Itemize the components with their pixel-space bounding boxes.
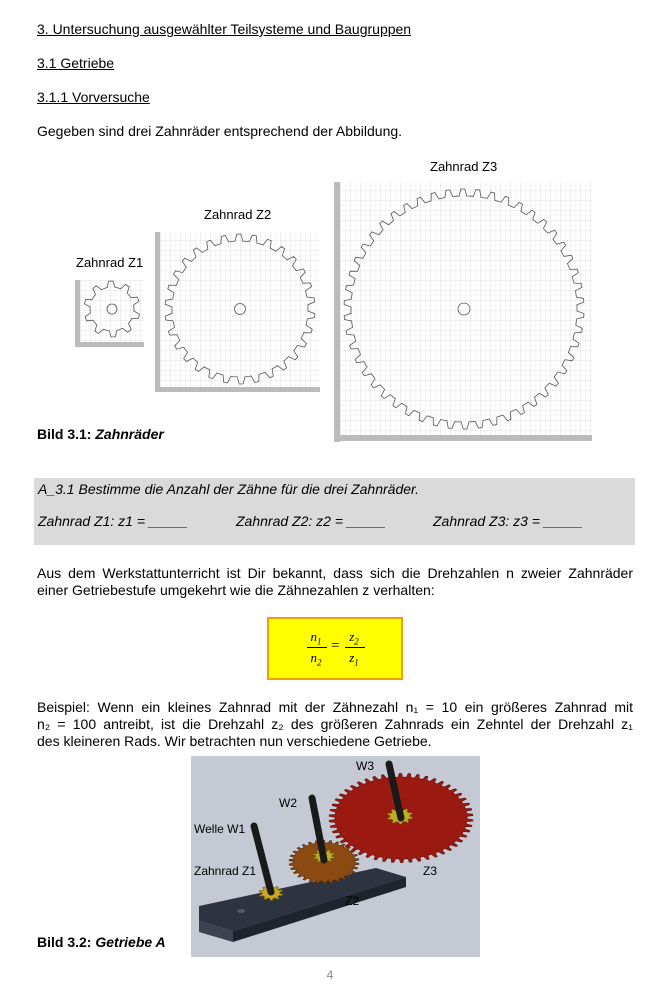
gearbox-figure bbox=[191, 756, 480, 957]
label-w3: W3 bbox=[356, 759, 374, 773]
gear-z2-panel bbox=[155, 232, 320, 392]
formula-n2: $n_2$ bbox=[310, 650, 322, 668]
task-field-z2: Zahnrad Z2: z2 = _____ bbox=[236, 513, 386, 529]
label-z2: Z2 bbox=[345, 894, 360, 908]
label-shaft-w1: Welle W1 bbox=[194, 822, 246, 836]
label-w2: W2 bbox=[279, 796, 297, 810]
gear-figure bbox=[0, 0, 671, 450]
gear-z3-panel bbox=[334, 182, 592, 442]
label-gear-z1: Zahnrad Z1 bbox=[194, 864, 257, 878]
paragraph-2-line-2: n₂ = 100 antreibt, ist die Drehzahl z₂ des größeren Zahnrads ein Zehntel der Drehzahl z₁ bbox=[37, 716, 633, 732]
gear-z2-label: Zahnrad Z2 bbox=[204, 207, 272, 222]
task-title: A_3.1 Bestimme die Anzahl der Zähne für die drei Zahnräder. bbox=[38, 481, 420, 497]
intro-text: Gegeben sind drei Zahnräder entsprechend der Abbildung. bbox=[37, 123, 403, 139]
formula-z2: $z_2$ bbox=[349, 629, 359, 647]
task-field-z3: Zahnrad Z3: z3 = _____ bbox=[433, 513, 583, 529]
section-heading: 3. Untersuchung ausgewählter Teilsysteme und Baugruppen bbox=[37, 21, 412, 37]
gear-z3-label: Zahnrad Z3 bbox=[430, 159, 498, 174]
gear-z1-panel bbox=[75, 280, 144, 347]
subsection-heading: 3.1 Getriebe bbox=[37, 55, 115, 71]
paragraph-2-line-1: Beispiel: Wenn ein kleines Zahnrad mit der Zähnezahl n₁ = 10 ein größeres Zahnrad mit bbox=[37, 699, 633, 715]
gear-z1-label: Zahnrad Z1 bbox=[76, 255, 144, 270]
formula-n1: $n_1$ bbox=[310, 629, 322, 647]
figure-3-2-caption: Bild 3.2: Getriebe A bbox=[37, 934, 166, 950]
label-z3: Z3 bbox=[423, 864, 438, 878]
page-number: 4 bbox=[326, 968, 334, 982]
figure-3-1-caption: Bild 3.1: Zahnräder bbox=[37, 426, 164, 442]
task-field-z1: Zahnrad Z1: z1 = _____ bbox=[38, 513, 188, 529]
formula-equals: = bbox=[331, 638, 340, 654]
paragraph-2-line-3: des kleineren Rads. Wir betrachten nun verschiedene Getriebe. bbox=[37, 733, 432, 749]
formula-box bbox=[267, 617, 403, 680]
formula-z1: $z_1$ bbox=[349, 650, 359, 668]
paragraph-1-line-2: einer Getriebestufe umgekehrt wie die Zähnezahlen z verhalten: bbox=[37, 582, 435, 598]
subsubsection-heading: 3.1.1 Vorversuche bbox=[37, 89, 150, 105]
paragraph-1-line-1: Aus dem Werkstattunterricht ist Dir bekannt, dass sich die Drehzahlen n zweier Zahnräder bbox=[37, 565, 633, 581]
